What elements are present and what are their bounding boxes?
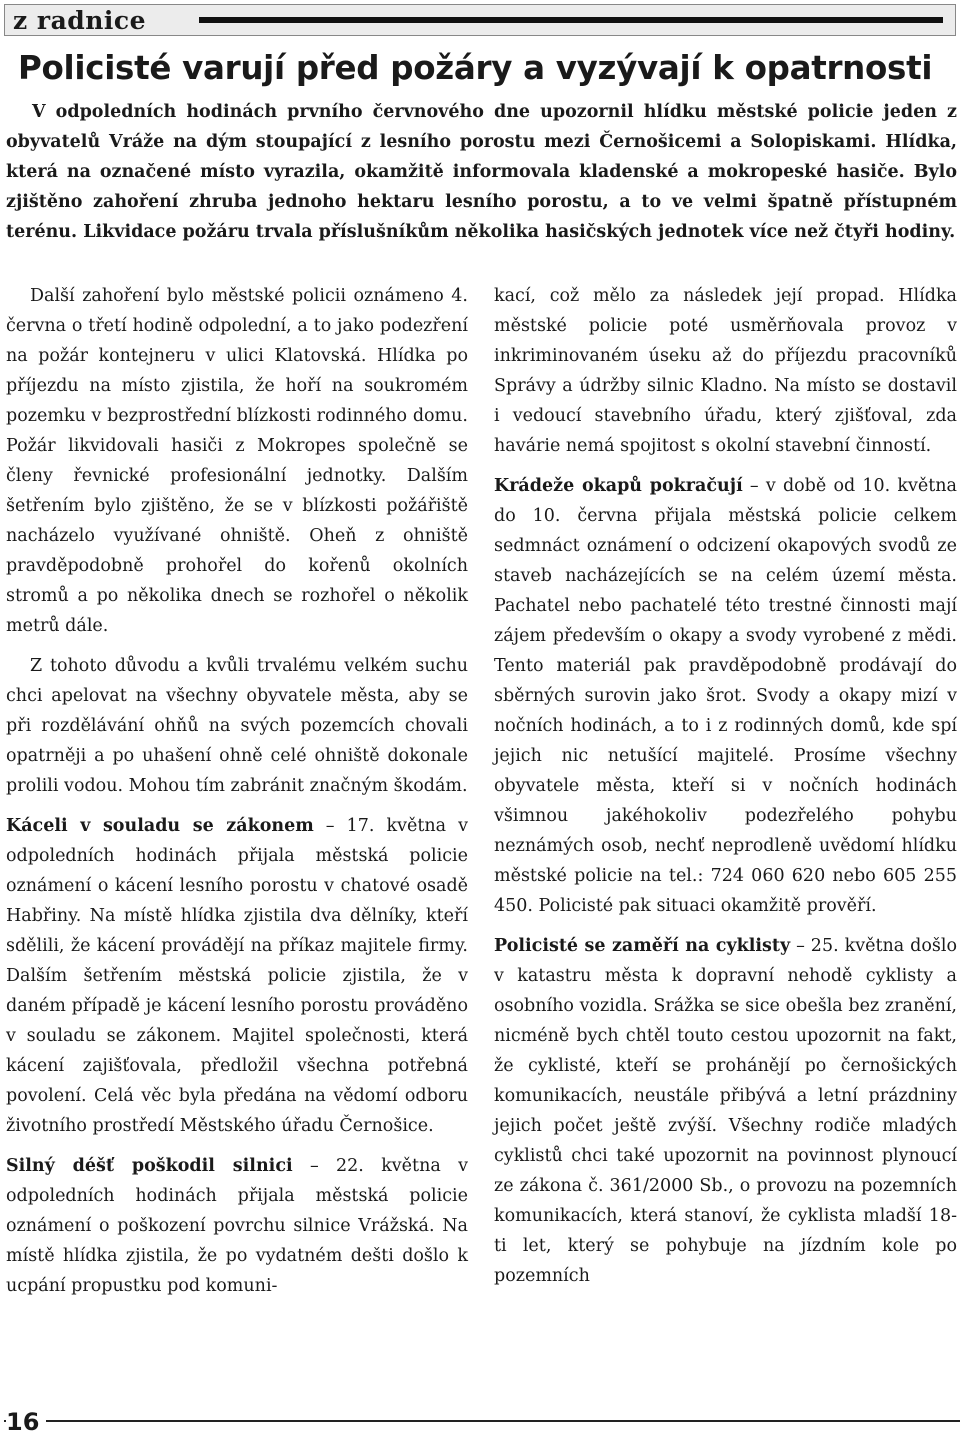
right-paragraph-3 — [494, 931, 957, 1291]
runin-heading-cyclists: Policisté se zaměří na cyklisty — [494, 936, 791, 956]
runin-heading-felling: Káceli v souladu se zákonem — [6, 816, 314, 836]
section-header — [4, 4, 956, 36]
runin-heading-gutters: Krádeže okapů pokračují — [494, 476, 743, 496]
right-paragraph-2 — [494, 471, 957, 921]
page-number: 16 — [6, 1406, 46, 1438]
runin-heading-rain: Silný déšť poškodil silnici — [6, 1156, 293, 1176]
paragraph-text: – 25. května došlo v katastru města k dopravní nehodě cyklisty a osobního vozidla. Srážka se sice obešla bez zranění, nicméně bych chtěl touto cestou upozornit na fakt, že cyklisté, kteří se prohánějí po černošických komunikacích, neustále přibývá a letní prázdniny jejich počet ještě zvýší. Všechny rodiče mladých cyklistů chci také upozornit na povinnost plynoucí ze zákona č. 361/2000 Sb., o provozu na pozemních komunikacích, která stanoví, že cyklista mladší 18-ti let, který se pohybuje na jízdním kole po pozemních — [494, 936, 957, 1286]
right-paragraph-1: kací, což mělo za následek její propad. Hlídka městské policie poté usměrňovala provoz v inkriminovaném úseku až do příjezdu pracovníků Správy a údržby silnic Kladno. Na místo se dostavil i vedoucí stavebního úřadu, který zjišťoval, zda havárie nemá spojitost s okolní stavební činností. — [494, 286, 957, 456]
left-paragraph-3 — [6, 811, 468, 1141]
left-column — [6, 281, 468, 1301]
section-rule — [199, 17, 943, 23]
lead-text: V odpoledních hodinách prvního červnového dne upozornil hlídku městské policie jeden z obyvatelů Vráže na dým stoupající z lesního porostu mezi Černošicemi a Solopiskami. Hlídka, která na označené místo vyrazila, okamžitě informovala kladenské a mokropeské hasiče. Bylo zjištěno zahoření zhruba jednoho hektaru lesního porostu, a to ve velmi špatně přístupném terénu. Likvidace požáru trvala příslušníkům několika hasičských jednotek více než čtyři hodiny. — [6, 102, 957, 242]
footer-rule — [4, 1420, 960, 1422]
right-column — [494, 281, 957, 1291]
article-title: Policisté varují před požáry a vyzývají k opatrnosti — [18, 49, 933, 87]
paragraph-text: – 17. května v odpoledních hodinách přijala městská policie oznámení o kácení lesního porostu v chatové osadě Habřiny. Na místě hlídka zjistila dva dělníky, kteří sdělili, že kácení provádějí na příkaz majitele firmy. Dalším šetřením městská policie zjistila, že v daném případě je kácení lesního porostu prováděno v souladu se zákonem. Majitel společnosti, která kácení zajišťovala, předložil všechna potřebná povolení. Celá věc byla předána na vědomí odboru životního prostředí Městského úřadu Černošice. — [6, 816, 468, 1136]
left-paragraph-4 — [6, 1151, 468, 1301]
paragraph-text: – 22. května v odpoledních hodinách přijala městská policie oznámení o poškození povrchu silnice Vrážská. Na místě hlídka zjistila, že po vydatném dešti došlo k ucpání propustku pod komuni- — [6, 1156, 468, 1296]
left-paragraph-1: Další zahoření bylo městské policii oznámeno 4. června o třetí hodině odpolední, a to jako podezření na požár kontejneru v ulici Klatovská. Hlídka po příjezdu na místo zjistila, že hoří na soukromém pozemku v bezprostřední blízkosti rodinného domu. Požár likvidovali hasiči z Mokropes společně se členy řevnické profesionální jednotky. Dalším šetřením bylo zjištěno, že se v blízkosti požářiště nacházelo využívané ohniště. Oheň z ohniště pravděpodobně prohořel do kořenů okolních stromů a po několika dnech se rozhořel o několik metrů dále. — [6, 286, 468, 636]
left-paragraph-2: Z tohoto důvodu a kvůli trvalému velkém suchu chci apelovat na všechny obyvatele města, aby se při rozdělávání ohňů na svých pozemcích chovali opatrněji a po uhašení ohně celé ohniště dokonale prolili vodou. Mohou tím zabránit značným škodám. — [6, 656, 468, 796]
paragraph-text: – v době od 10. května do 10. června přijala městská policie celkem sedmnáct oznámení o odcizení okapových svodů ze staveb nacházejících se na celém území města. Pachatel nebo pachatelé této trestné činnosti mají zájem především o okapy a svody vyrobené z mědi. Tento materiál pak pravděpodobně prodávají do sběrných surovin jako šrot. Svody a okapy mizí v nočních hodinách, a to i z rodinných domů, kde spí jejich nic netušící majitelé. Prosíme všechny obyvatele města, kteří si v nočních hodinách všimnou jakéhokoliv podezřelého pohybu neznámých osob, nechť neprodleně uvědomí hlídku městské policie na tel.: 724 060 620 nebo 605 255 450. Policisté pak situaci okamžitě prověří. — [494, 476, 957, 916]
article-lead — [6, 97, 957, 247]
section-label: z radnice — [13, 6, 147, 35]
